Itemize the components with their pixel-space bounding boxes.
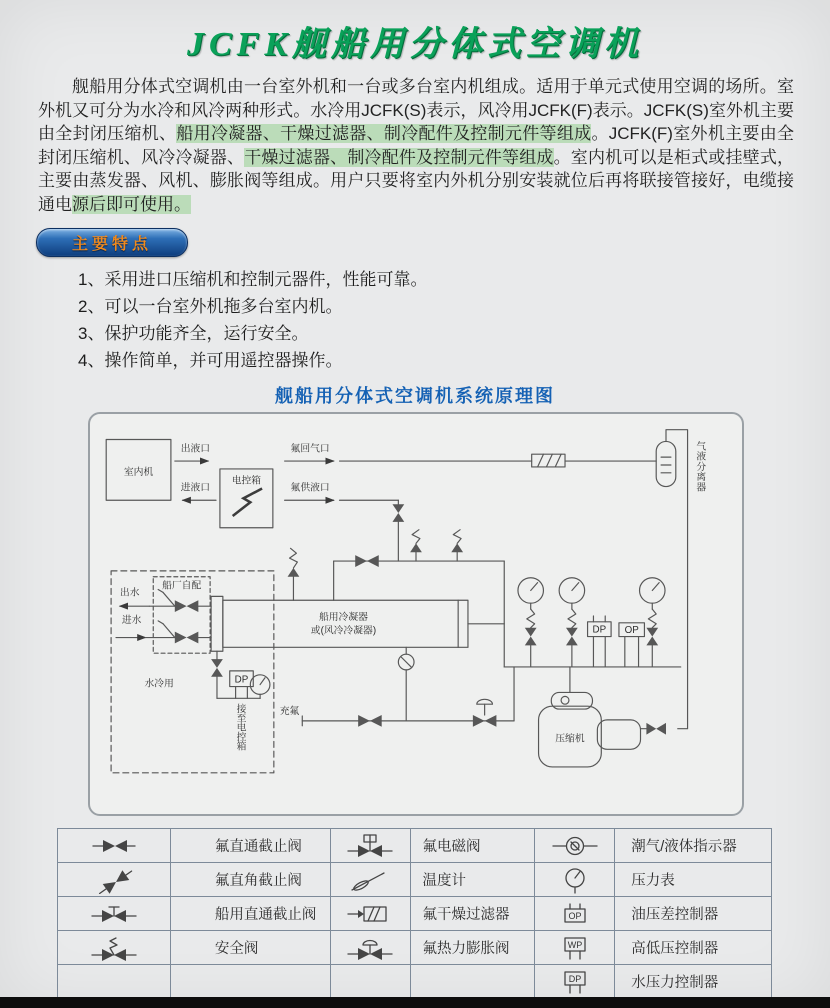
legend-row: [58, 863, 772, 897]
svg-text:进水: 进水: [121, 614, 142, 626]
lightning-icon: [233, 489, 262, 516]
svg-text:进液口: 进液口: [180, 482, 211, 494]
features-list: [78, 266, 830, 374]
svg-text:氟供液口: 氟供液口: [290, 482, 330, 494]
page-title: JCFK舰船用分体式空调机: [186, 26, 644, 63]
svg-text:OP: OP: [624, 625, 639, 637]
intro-highlighted-text: 船用冷凝器、干燥过滤器、制冷配件及控制元件等组成: [176, 124, 592, 143]
op-controller-icon: [535, 897, 615, 931]
system-diagram: [88, 412, 744, 816]
pressure-gauge-icon: [518, 578, 543, 667]
legend-label: 氟直角截止阀: [170, 863, 330, 897]
legend-row: [58, 931, 772, 965]
compressor-symbol: [539, 667, 641, 767]
marine-valve-icon: [145, 621, 211, 644]
legend-label: 油压差控制器: [615, 897, 772, 931]
condenser: [211, 596, 468, 651]
supply-line: [288, 500, 505, 667]
dp-controller-icon: [535, 965, 615, 999]
legend-label: 压力表: [615, 863, 772, 897]
svg-text:DP: DP: [568, 973, 582, 984]
svg-text:出水: 出水: [119, 587, 140, 599]
legend-label: 氟热力膨胀阀: [410, 931, 535, 965]
legend-empty-cell: [58, 965, 171, 999]
legend-label: 船用直通截止阀: [170, 897, 330, 931]
svg-text:氟回气口: 氟回气口: [290, 443, 330, 455]
gas-liquid-separator-icon: [656, 441, 676, 486]
pressure-gauge-icon: [535, 863, 615, 897]
svg-text:WP: WP: [567, 939, 582, 950]
solenoid-valve-icon: [330, 829, 410, 863]
legend-label: 水压力控制器: [615, 965, 772, 999]
svg-text:水冷用: 水冷用: [144, 678, 174, 690]
legend-empty-cell: [410, 965, 535, 999]
pressure-controller-icon: [588, 616, 612, 667]
svg-text:室内机: 室内机: [123, 466, 154, 478]
legend-label: 潮气/液体指示器: [615, 829, 772, 863]
pressure-gauge-icon: [559, 578, 584, 667]
features-badge-row: [36, 228, 830, 256]
marine-stop-valve-icon: [58, 897, 171, 931]
legend-table: [57, 828, 772, 999]
svg-text:压缩机: 压缩机: [555, 733, 585, 745]
svg-text:DP: DP: [234, 674, 249, 686]
intro-text: 舰船用分体式空调机由一台室外机和一台或多台室内机组成。适用于单元式使用空调的场所。室外机又可分为水冷和风冷两种形式。水冷用JCFK(S)表示，风冷用JCFK(F)表示。JCFK(S)室外机主要由全封闭压缩机、: [38, 77, 794, 143]
intro-text: 。室内机可以是柜式或挂壁式，主要由蒸发器、风机、膨胀阀等组成。用户只要将室内外机分别安装就位后再将联接管接好，电缆接通电: [38, 147, 795, 214]
straight-stop-valve-icon: [58, 829, 171, 863]
gauge-manifold: [504, 578, 680, 667]
svg-text:接至电控箱: 接至电控箱: [236, 704, 247, 753]
feature-item: 4、操作简单，并可用遥控器操作。: [78, 351, 343, 370]
legend-label: 氟直通截止阀: [170, 829, 330, 863]
sight-glass-icon: [535, 829, 615, 863]
features-badge: 主要特点: [36, 228, 188, 257]
diagram-title: 舰船用分体式空调机系统原理图: [275, 386, 555, 406]
svg-text:电控箱: 电控箱: [231, 475, 262, 487]
legend-label: 安全阀: [170, 931, 330, 965]
legend-label: 氟干燥过滤器: [410, 897, 535, 931]
electric-control-box: [220, 469, 273, 528]
svg-text:船厂自配: 船厂自配: [162, 580, 202, 592]
safety-valve-icon: [58, 931, 171, 965]
legend-label: 温度计: [410, 863, 535, 897]
legend-table-body: [58, 829, 772, 999]
svg-text:OP: OP: [568, 910, 582, 921]
legend-empty-cell: [330, 965, 410, 999]
intro-paragraph: [38, 75, 794, 216]
svg-text:DP: DP: [592, 624, 607, 636]
dry-filter-icon: [330, 897, 410, 931]
svg-text:充氟: 充氟: [279, 706, 300, 717]
intro-highlighted-text: 源后即可使用。: [72, 194, 191, 214]
wp-controller-icon: [535, 931, 615, 965]
system-diagram-svg: [90, 414, 742, 814]
expansion-valve-icon: [330, 931, 410, 965]
legend-row: [58, 829, 772, 863]
angle-stop-valve-icon: [58, 863, 171, 897]
legend-empty-cell: [170, 965, 330, 999]
marine-valve-icon: [149, 589, 211, 612]
svg-text:出液口: 出液口: [180, 443, 211, 455]
legend-row: [58, 897, 772, 931]
svg-text:船用冷凝器: 船用冷凝器: [318, 611, 368, 623]
thermometer-icon: [330, 863, 410, 897]
intro-text: 。JCFK(F)室外机主要由全封闭压缩机、风冷冷凝器、: [38, 124, 795, 167]
feature-item: 2、可以一台室外机拖多台室内机。: [78, 297, 343, 316]
legend-row: [58, 965, 772, 999]
water-cooling-section: [111, 571, 274, 773]
legend-label: 氟电磁阀: [410, 829, 535, 863]
svg-text:或(风冷冷凝器): 或(风冷冷凝器): [310, 625, 377, 637]
feature-item: 3、保护功能齐全，运行安全。: [78, 324, 309, 343]
legend-label: 高低压控制器: [615, 931, 772, 965]
intro-highlighted-text: 干燥过滤器、制冷配件及控制元件等组成: [244, 147, 554, 167]
page-bottom-edge: [0, 997, 830, 1008]
feature-item: 1、采用进口压缩机和控制元器件，性能可靠。: [78, 270, 428, 289]
expansion-valve-icon: [473, 699, 497, 726]
svg-text:气液分离器: 气液分离器: [696, 441, 707, 494]
suction-line: [340, 430, 707, 735]
liquid-line: [280, 647, 514, 726]
oil-pressure-controller-icon: [619, 623, 644, 667]
indoor-unit-box: [106, 439, 171, 500]
